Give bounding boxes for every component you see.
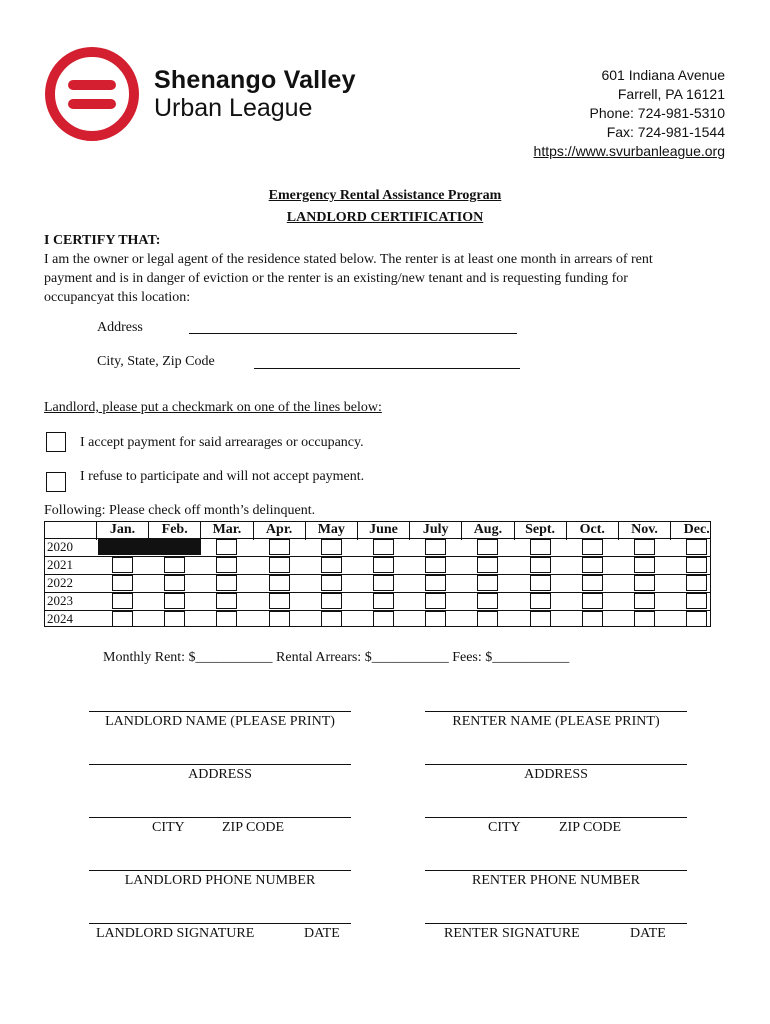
landlord-signature-label: LANDLORD SIGNATURE xyxy=(96,926,255,941)
month-checkbox[interactable] xyxy=(425,557,446,573)
landlord-zip-label: ZIP CODE xyxy=(222,820,285,835)
landlord-name-label: LANDLORD NAME (PLEASE PRINT) xyxy=(105,714,335,729)
month-checkbox[interactable] xyxy=(477,539,498,555)
month-checkbox[interactable] xyxy=(321,593,342,609)
refuse-payment-label: I refuse to participate and will not accept payment. xyxy=(80,469,365,484)
month-checkbox[interactable] xyxy=(582,611,603,627)
month-checkbox[interactable] xyxy=(164,575,185,591)
address-input[interactable] xyxy=(189,316,517,334)
landlord-instruction: Landlord, please put a checkmark on one of the lines below: xyxy=(44,400,382,415)
address-underline xyxy=(189,333,517,334)
month-checkbox[interactable] xyxy=(269,593,290,609)
month-checkbox[interactable] xyxy=(477,593,498,609)
renter-address-label: ADDRESS xyxy=(524,767,588,782)
program-title: Emergency Rental Assistance Program xyxy=(268,188,502,203)
month-checkbox[interactable] xyxy=(373,539,394,555)
month-checkbox[interactable] xyxy=(634,611,655,627)
month-checkbox[interactable] xyxy=(164,557,185,573)
month-checkbox[interactable] xyxy=(164,593,185,609)
org-name-line1: Shenango Valley xyxy=(154,66,356,94)
month-checkbox[interactable] xyxy=(321,575,342,591)
month-checkbox[interactable] xyxy=(269,611,290,627)
month-checkbox[interactable] xyxy=(686,611,707,627)
landlord-phone-label: LANDLORD PHONE NUMBER xyxy=(124,873,316,888)
renter-city-label: CITY xyxy=(488,820,521,835)
amounts-line: Monthly Rent: $___________ Rental Arrears: $___________ Fees: $___________ xyxy=(103,650,570,665)
month-checkbox[interactable] xyxy=(425,593,446,609)
month-checkbox[interactable] xyxy=(373,611,394,627)
year-label: 2021 xyxy=(47,557,73,572)
month-checkbox[interactable] xyxy=(477,575,498,591)
renter-zip-label: ZIP CODE xyxy=(559,820,622,835)
refuse-payment-checkbox[interactable] xyxy=(46,472,66,492)
city-state-zip-label: City, State, Zip Code xyxy=(97,354,215,369)
city-state-zip-input[interactable] xyxy=(254,350,520,368)
month-checkbox[interactable] xyxy=(530,593,551,609)
month-checkbox[interactable] xyxy=(634,539,655,555)
year-label: 2022 xyxy=(47,575,73,590)
renter-signature-line[interactable] xyxy=(425,923,687,924)
renter-address-line[interactable] xyxy=(425,764,687,765)
month-header: June xyxy=(369,522,398,537)
month-checkbox[interactable] xyxy=(112,575,133,591)
month-header: Feb. xyxy=(161,522,188,537)
month-checkbox[interactable] xyxy=(477,557,498,573)
month-checkbox[interactable] xyxy=(321,557,342,573)
month-header: Nov. xyxy=(631,522,658,537)
month-checkbox[interactable] xyxy=(686,557,707,573)
month-header: Jan. xyxy=(109,522,136,537)
month-checkbox[interactable] xyxy=(425,575,446,591)
month-header: Aug. xyxy=(473,522,503,537)
month-checkbox[interactable] xyxy=(112,593,133,609)
blocked-month-cell xyxy=(98,539,201,555)
month-checkbox[interactable] xyxy=(373,575,394,591)
form-title: LANDLORD CERTIFICATION xyxy=(286,210,484,225)
month-header: May xyxy=(317,522,345,537)
month-header: Mar. xyxy=(212,522,242,537)
month-checkbox[interactable] xyxy=(112,611,133,627)
month-header: Sept. xyxy=(525,522,556,537)
month-checkbox[interactable] xyxy=(269,539,290,555)
month-checkbox[interactable] xyxy=(582,593,603,609)
org-name-line2: Urban League xyxy=(154,94,313,122)
renter-name-label: RENTER NAME (PLEASE PRINT) xyxy=(452,714,660,729)
year-label: 2023 xyxy=(47,593,73,608)
landlord-address-line[interactable] xyxy=(89,764,351,765)
month-checkbox[interactable] xyxy=(530,575,551,591)
urban-league-logo-icon xyxy=(44,46,140,142)
certification-statement: I am the owner or legal agent of the residence stated below. The renter is at least one month in arrears of rent payment and is in danger of eviction or the renter is an existing/new tenant and is requesting funding for occupancyat this location: xyxy=(44,252,653,305)
month-checkbox[interactable] xyxy=(216,593,237,609)
renter-signature-label: RENTER SIGNATURE xyxy=(444,926,580,941)
month-checkbox[interactable] xyxy=(686,593,707,609)
month-checkbox[interactable] xyxy=(112,557,133,573)
renter-city-zip-line[interactable] xyxy=(425,817,687,818)
month-checkbox[interactable] xyxy=(425,611,446,627)
month-checkbox[interactable] xyxy=(216,539,237,555)
renter-phone-label: RENTER PHONE NUMBER xyxy=(471,873,640,888)
landlord-address-label: ADDRESS xyxy=(188,767,252,782)
certify-heading: I CERTIFY THAT: xyxy=(44,233,161,248)
month-checkbox[interactable] xyxy=(321,611,342,627)
month-checkbox[interactable] xyxy=(582,575,603,591)
year-label: 2024 xyxy=(47,611,73,626)
month-checkbox[interactable] xyxy=(634,575,655,591)
landlord-signature-line[interactable] xyxy=(89,923,351,924)
month-checkbox[interactable] xyxy=(686,575,707,591)
landlord-city-label: CITY xyxy=(152,820,185,835)
month-checkbox[interactable] xyxy=(530,611,551,627)
landlord-name-line[interactable] xyxy=(89,711,351,712)
month-header: Oct. xyxy=(579,522,605,537)
renter-phone-line[interactable] xyxy=(425,870,687,871)
month-checkbox[interactable] xyxy=(582,539,603,555)
website-link[interactable]: https://www.svurbanleague.org xyxy=(533,143,725,159)
month-checkbox[interactable] xyxy=(373,557,394,573)
year-label: 2020 xyxy=(47,539,73,554)
address-label: Address xyxy=(97,320,143,335)
fax-text: Fax: 724-981-1544 xyxy=(606,124,725,140)
month-checkbox[interactable] xyxy=(269,557,290,573)
renter-name-line[interactable] xyxy=(425,711,687,712)
month-checkbox[interactable] xyxy=(321,539,342,555)
delinquent-instruction: Following: Please check off month’s delinquent. xyxy=(44,503,316,518)
landlord-phone-line[interactable] xyxy=(89,870,351,871)
month-header: July xyxy=(422,522,449,537)
delinquent-month-grid xyxy=(44,521,711,627)
accept-payment-label: I accept payment for said arrearages or occupancy. xyxy=(80,435,364,450)
month-checkbox[interactable] xyxy=(216,557,237,573)
month-checkbox[interactable] xyxy=(373,593,394,609)
city-state-zip-underline xyxy=(254,368,520,369)
month-checkbox[interactable] xyxy=(216,575,237,591)
phone-text: Phone: 724-981-5310 xyxy=(589,105,725,121)
month-checkbox[interactable] xyxy=(477,611,498,627)
month-checkbox[interactable] xyxy=(582,557,603,573)
contact-block xyxy=(534,66,725,161)
address-line2: Farrell, PA 16121 xyxy=(617,86,725,102)
month-checkbox[interactable] xyxy=(634,593,655,609)
month-checkbox[interactable] xyxy=(634,557,655,573)
month-checkbox[interactable] xyxy=(425,539,446,555)
address-line1: 601 Indiana Avenue xyxy=(601,67,725,83)
month-header: Apr. xyxy=(265,522,293,537)
landlord-city-zip-line[interactable] xyxy=(89,817,351,818)
month-checkbox[interactable] xyxy=(164,611,185,627)
month-header: Dec. xyxy=(683,522,710,537)
accept-payment-checkbox[interactable] xyxy=(46,432,66,452)
month-checkbox[interactable] xyxy=(530,557,551,573)
renter-date-label: DATE xyxy=(630,926,666,941)
month-checkbox[interactable] xyxy=(216,611,237,627)
landlord-date-label: DATE xyxy=(304,926,340,941)
month-checkbox[interactable] xyxy=(269,575,290,591)
month-checkbox[interactable] xyxy=(686,539,707,555)
month-checkbox[interactable] xyxy=(530,539,551,555)
